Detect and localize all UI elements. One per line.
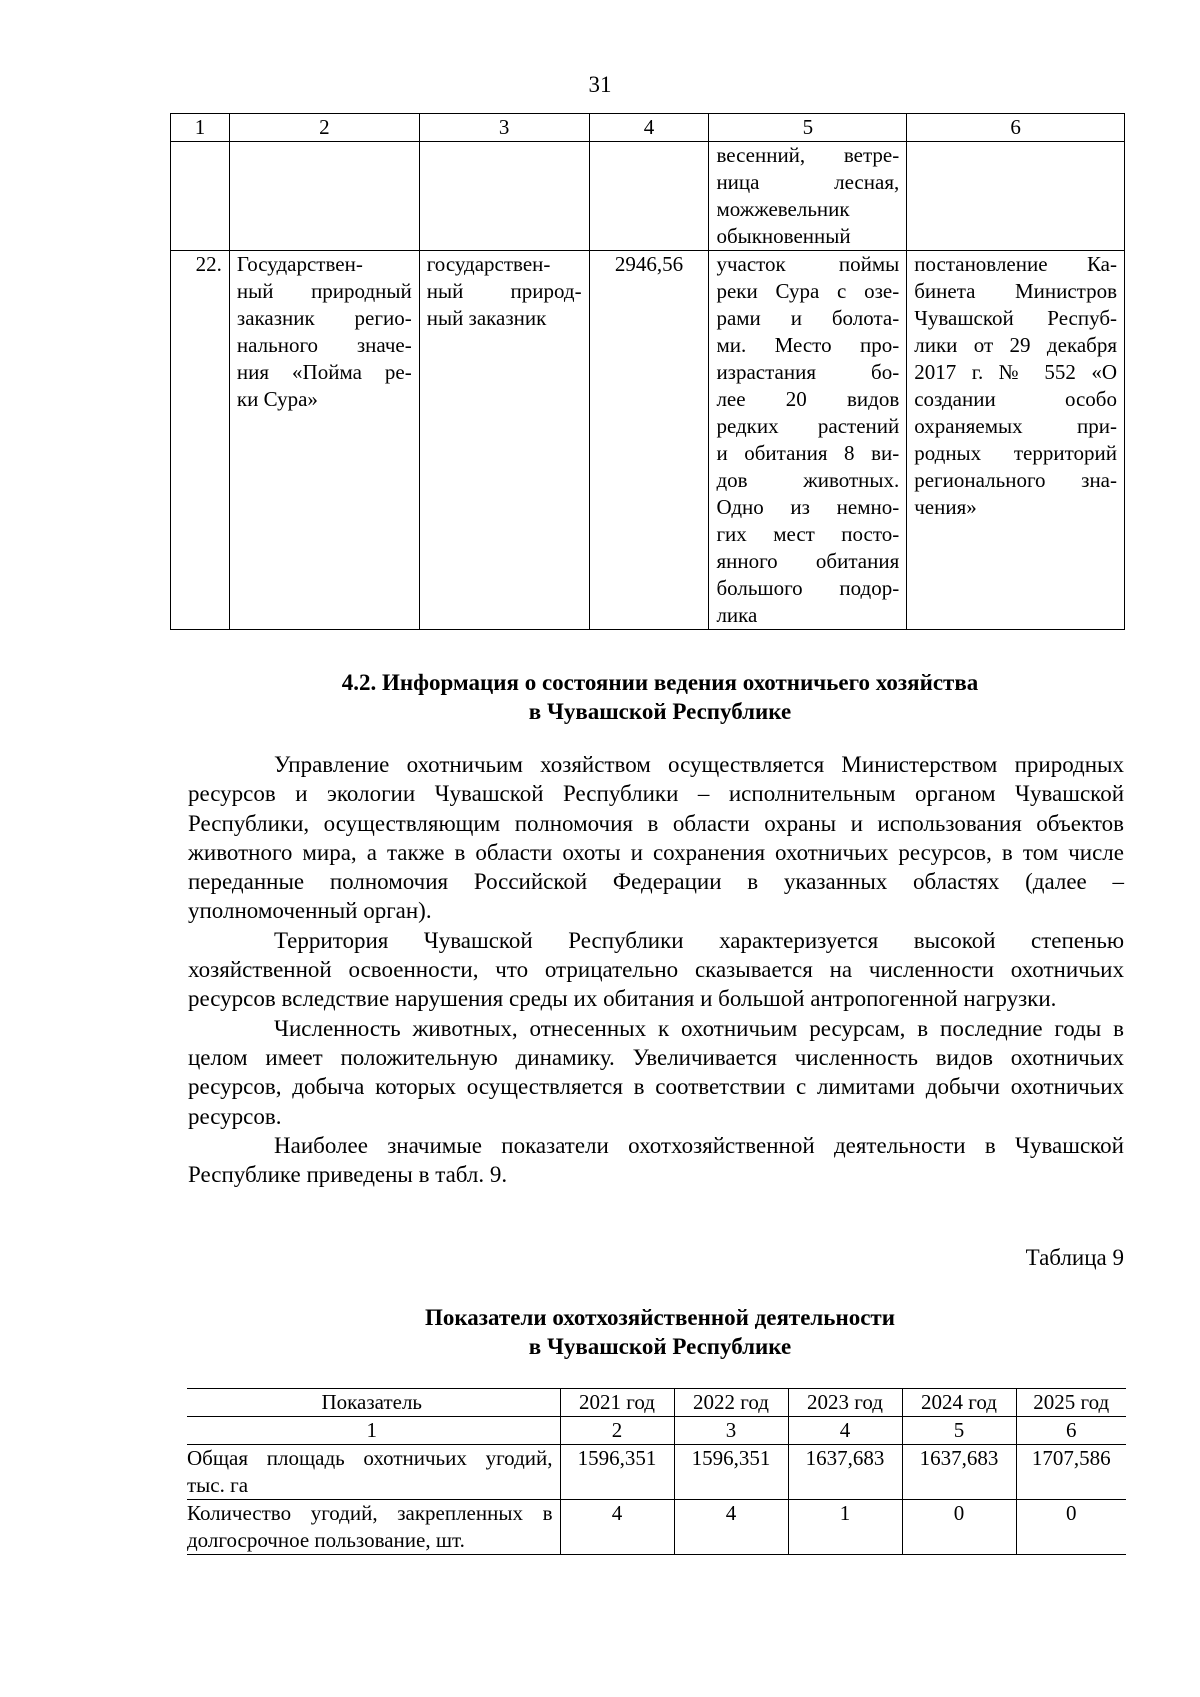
table-row (171, 142, 1125, 251)
table-row (187, 1500, 1126, 1555)
column-number-row (187, 1417, 1126, 1445)
cell-line: лики от 29 декабря (914, 333, 1117, 357)
cell-line: регионального зна- (914, 468, 1117, 492)
header-cell: 5 (709, 114, 907, 142)
cell-line: создании особо (914, 387, 1117, 411)
cell-line: редких растений (716, 414, 900, 438)
cell-line: гих мест посто- (716, 522, 900, 546)
column-header: 2025 год (1016, 1389, 1126, 1417)
paragraph: Численность животных, отнесенных к охотничьим ресурсам, в последние годы в целом имеет положительную динамику. Увеличивается численность видов охотничьих ресурсов, добыча которых осуществляется в соответствии с лимитами добычи охотничьих ресурсов. (188, 1015, 1124, 1129)
table-title (0, 1303, 1200, 1361)
area-name (229, 251, 419, 630)
table-cell (171, 142, 230, 251)
column-header: Показатель (187, 1389, 560, 1417)
table-row (187, 1445, 1126, 1500)
cell-line: ми. Место про- (716, 333, 900, 357)
cell-line: ный природный (236, 279, 412, 303)
cell-line: ный заказник (426, 306, 547, 330)
cell-line: реки Сура с озе- (716, 279, 900, 303)
cell-line: Одно из немно- (716, 495, 900, 519)
cell-line: ния «Пойма ре- (236, 360, 412, 384)
area-size: 2946,56 (589, 251, 709, 630)
column-number: 2 (560, 1417, 674, 1445)
row-number: 22. (171, 251, 230, 630)
cell-line: рами и болота- (716, 306, 900, 330)
indicator-label: Количество угодий, закрепленных в долгосрочное пользование, шт. (187, 1500, 560, 1555)
indicator-value: 1637,683 (788, 1445, 902, 1500)
indicator-value: 4 (674, 1500, 788, 1555)
header-cell: 3 (419, 114, 589, 142)
indicator-value: 1596,351 (674, 1445, 788, 1500)
section-title (0, 668, 1200, 726)
table-cell (589, 142, 709, 251)
column-header: 2021 год (560, 1389, 674, 1417)
cell-line: чения» (914, 495, 977, 519)
table-cell-description (709, 142, 907, 251)
column-number: 5 (902, 1417, 1016, 1445)
cell-line: обыкновенный (716, 224, 851, 248)
cell-line: можжевельник (716, 197, 850, 221)
cell-line: дов животных. (716, 468, 900, 492)
cell-line: бинета Министров (914, 279, 1117, 303)
indicator-value: 1 (788, 1500, 902, 1555)
table-cell (907, 142, 1125, 251)
area-type (419, 251, 589, 630)
hunting-indicators-table (187, 1388, 1126, 1555)
cell-line: весенний, ветре- (716, 143, 900, 167)
column-number: 6 (1016, 1417, 1126, 1445)
section-title-line: 4.2. Информация о состоянии ведения охотничьего хозяйства (341, 670, 979, 695)
cell-line: участок поймы (716, 252, 900, 276)
header-cell: 2 (229, 114, 419, 142)
column-header: 2022 год (674, 1389, 788, 1417)
indicator-label: Общая площадь охотничьих угодий, тыс. га (187, 1445, 560, 1500)
indicator-value: 1637,683 (902, 1445, 1016, 1500)
section-body (188, 750, 1124, 1189)
cell-line: и обитания 8 ви- (716, 441, 900, 465)
cell-line: лее 20 видов (716, 387, 900, 411)
table-row (171, 251, 1125, 630)
cell-line: охраняемых при- (914, 414, 1117, 438)
paragraph: Территория Чувашской Республики характеризуется высокой степенью хозяйственной освоенности, что отрицательно сказывается на численности охотничьих ресурсов вследствие нарушения среды их обитания и большой антропогенной нагрузки. (188, 927, 1124, 1012)
table-cell (419, 142, 589, 251)
table-header-row (187, 1389, 1126, 1417)
indicator-value: 0 (902, 1500, 1016, 1555)
table-title-line: Показатели охотхозяйственной деятельности (425, 1305, 895, 1330)
indicator-value: 0 (1016, 1500, 1126, 1555)
header-cell: 4 (589, 114, 709, 142)
paragraph: Наиболее значимые показатели охотхозяйственной деятельности в Чувашской Республике приведены в табл. 9. (188, 1132, 1124, 1188)
indicator-value: 1596,351 (560, 1445, 674, 1500)
cell-line: лика (716, 603, 758, 627)
cell-line: нального значе- (236, 333, 412, 357)
area-description (709, 251, 907, 630)
column-number: 3 (674, 1417, 788, 1445)
founding-document (907, 251, 1125, 630)
table-header-row (171, 114, 1125, 142)
cell-line: большого подор- (716, 576, 900, 600)
cell-line: 2017 г. № 552 «О (914, 360, 1117, 384)
page-number: 31 (588, 72, 612, 97)
cell-line: государствен- (426, 252, 551, 276)
table-title-line: в Чувашской Республике (528, 1334, 792, 1359)
header-cell: 1 (171, 114, 230, 142)
protected-areas-table (170, 113, 1125, 630)
cell-line: Чувашской Респуб- (914, 306, 1117, 330)
column-number: 1 (187, 1417, 560, 1445)
cell-line: заказник регио- (236, 306, 412, 330)
cell-line: ница лесная, (716, 170, 900, 194)
table-cell (229, 142, 419, 251)
column-number: 4 (788, 1417, 902, 1445)
table-label: Таблица 9 (1025, 1245, 1124, 1270)
header-cell: 6 (907, 114, 1125, 142)
cell-line: янного обитания (716, 549, 900, 573)
cell-line: постановление Ка- (914, 252, 1117, 276)
column-header: 2024 год (902, 1389, 1016, 1417)
paragraph: Управление охотничьим хозяйством осуществляется Министерством природных ресурсов и экологии Чувашской Республики – исполнительным органом Чувашской Республики, осуществляющим полномочия в области охраны и использования объектов животного мира, а также в области охоты и сохранения охотничьих ресурсов, в том числе переданные полномочия Российской Федерации в указанных областях (далее – уполномоченный орган). (188, 752, 1124, 924)
cell-line: ки Сура» (236, 387, 318, 411)
cell-line: ный природ- (426, 279, 582, 303)
cell-line: родных территорий (914, 441, 1117, 465)
column-header: 2023 год (788, 1389, 902, 1417)
section-title-line: в Чувашской Республике (528, 699, 792, 724)
cell-line: израстания бо- (716, 360, 900, 384)
cell-line: Государствен- (236, 252, 363, 276)
indicator-value: 4 (560, 1500, 674, 1555)
indicator-value: 1707,586 (1016, 1445, 1126, 1500)
